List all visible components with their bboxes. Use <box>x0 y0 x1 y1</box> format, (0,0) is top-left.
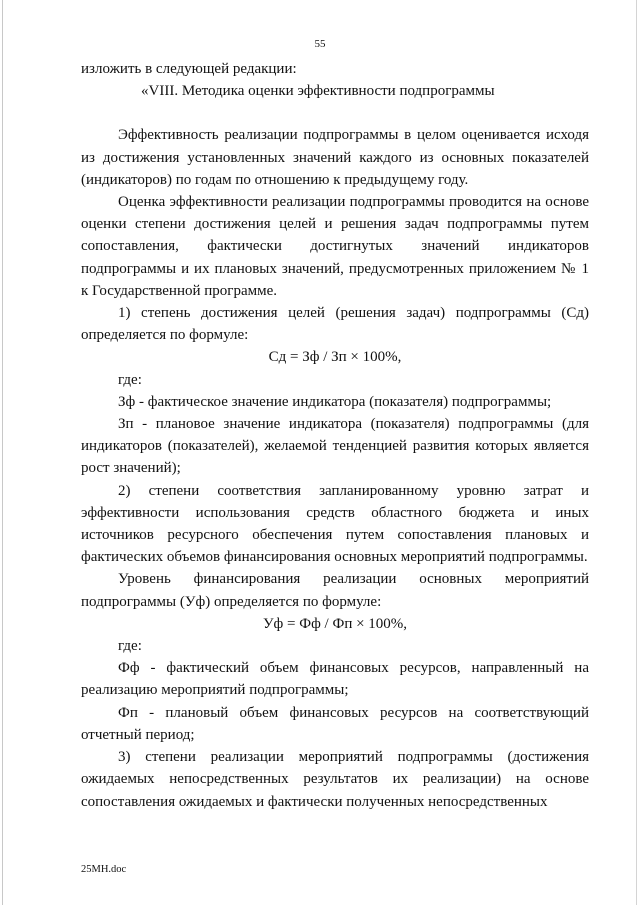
where-label-1: где: <box>118 371 142 388</box>
formula-uf: Уф = Фф / Фп × 100%, <box>262 615 408 632</box>
paragraph-goal-degree: 1) степень достижения целей (решения задач) подпрограммы (Сд) определяется по формуле: <box>81 305 589 344</box>
paragraph-cost-compliance: 2) степени соответствия запланированному уровню затрат и эффективности использования средств областного бюджета и иных источников ресурсного обеспечения путем сопоставления плановых и фактических объемов финансирования основных мероприятий подпрограммы. <box>81 482 589 566</box>
intro-line: изложить в следующей редакции: <box>81 61 297 77</box>
footer-filename: 25МН.doc <box>81 864 127 875</box>
definition-fp: Фп - плановый объем финансовых ресурсов на соответствующий отчетный период; <box>81 704 589 743</box>
definition-ff: Фф - фактический объем финансовых ресурсов, направленный на реализацию мероприятий подпрограммы; <box>81 660 589 699</box>
section-heading: «VIII. Методика оценки эффективности подпрограммы <box>141 83 495 100</box>
paragraph-evaluation: Оценка эффективности реализации подпрограммы проводится на основе оценки степени достижения целей и решения задач подпрограммы путем сопоставления, фактически достигнутых значений индикаторов подпрограммы и их плановых значений, предусмотренных приложением № 1 к Государственной программе. <box>81 194 589 299</box>
definition-zp: Зп - плановое значение индикатора (показателя) подпрограммы (для индикаторов (показателей), желаемой тенденцией развития которых является рост значений); <box>81 416 589 477</box>
paragraph-financing-level: Уровень финансирования реализации основных мероприятий подпрограммы (Уф) определяется по формуле: <box>81 571 589 610</box>
definition-zf: Зф - фактическое значение индикатора (показателя) подпрограммы; <box>118 393 552 410</box>
scan-left-edge <box>2 0 3 905</box>
scan-right-edge <box>636 0 637 905</box>
page-number: 55 <box>314 38 326 50</box>
paragraph-activity-degree: 3) степени реализации мероприятий подпрограммы (достижения ожидаемых непосредственных результатов их реализации) на основе сопоставления ожидаемых и фактически полученных непосредственных <box>81 749 589 810</box>
formula-sd: Сд = Зф / Зп × 100%, <box>268 349 402 366</box>
document-body <box>81 58 589 813</box>
where-label-2: где: <box>118 638 142 655</box>
paragraph-effectiveness: Эффективность реализации подпрограммы в целом оценивается исходя из достижения установленных значений каждого из основных показателей (индикаторов) по годам по отношению к предыдущему году. <box>81 127 589 188</box>
